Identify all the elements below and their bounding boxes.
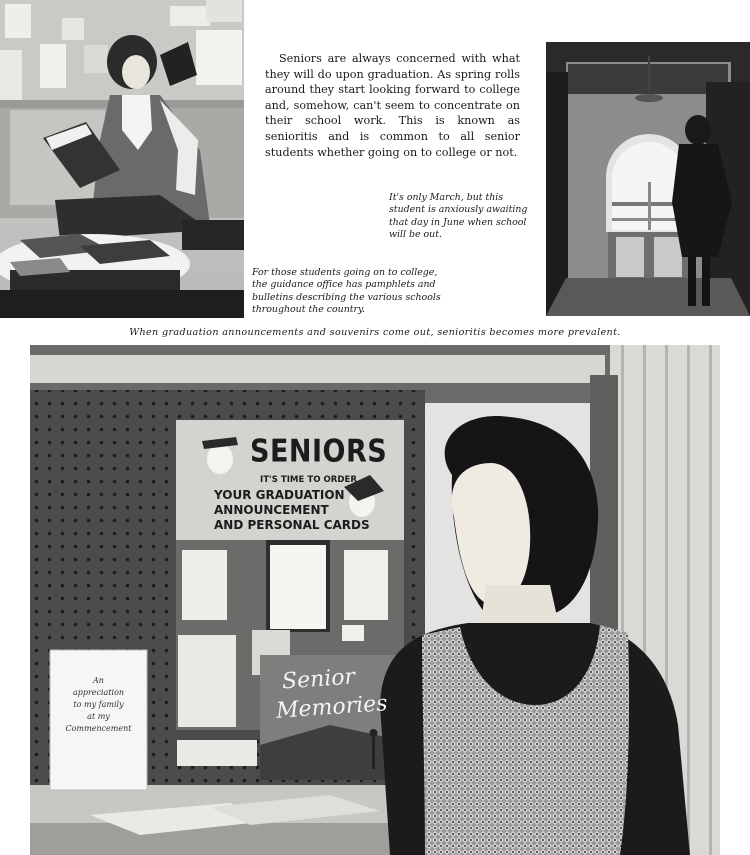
poster-line-1: IT'S TIME TO ORDER: [260, 475, 358, 485]
card-line-4: at my: [87, 712, 110, 721]
card-line-5: Commencement: [65, 724, 132, 733]
article-body-text: Seniors are always concerned with what they will do upon graduation. As spring rolls around they start looking forward to college and, somehow, can't seem to concentrate on their school work. This is known as senioritis and is common to all senior students whether going on to college or not.: [265, 52, 520, 159]
poster-title: SENIORS: [250, 433, 388, 470]
poster-line-2: YOUR GRADUATION: [214, 488, 345, 502]
poster-line-4: AND PERSONAL CARDS: [214, 518, 370, 532]
card-line-2: appreciation: [72, 688, 125, 697]
memory-book-line-2: Memories: [275, 691, 389, 724]
caption-guidance-photo: For those students going on to college, the guidance office has pamphlets and bulletins describing the various schools throughout the country.: [252, 267, 441, 316]
photo-graduation-display: [30, 345, 720, 855]
caption-display-photo: When graduation announcements and souvenirs come out, senioritis becomes more prevalent.: [129, 327, 621, 338]
poster-line-3: ANNOUNCEMENT: [214, 503, 329, 517]
memory-book-line-1: Senior: [281, 664, 356, 695]
card-line-3: to my family: [73, 700, 124, 709]
card-line-1: An: [93, 676, 104, 685]
photo-student-reading: [0, 0, 244, 318]
caption-hallway-photo: It's only March, but this student is anxiously awaiting that day in June when school will be out.: [389, 192, 528, 241]
photo-hallway-student: [546, 42, 750, 316]
